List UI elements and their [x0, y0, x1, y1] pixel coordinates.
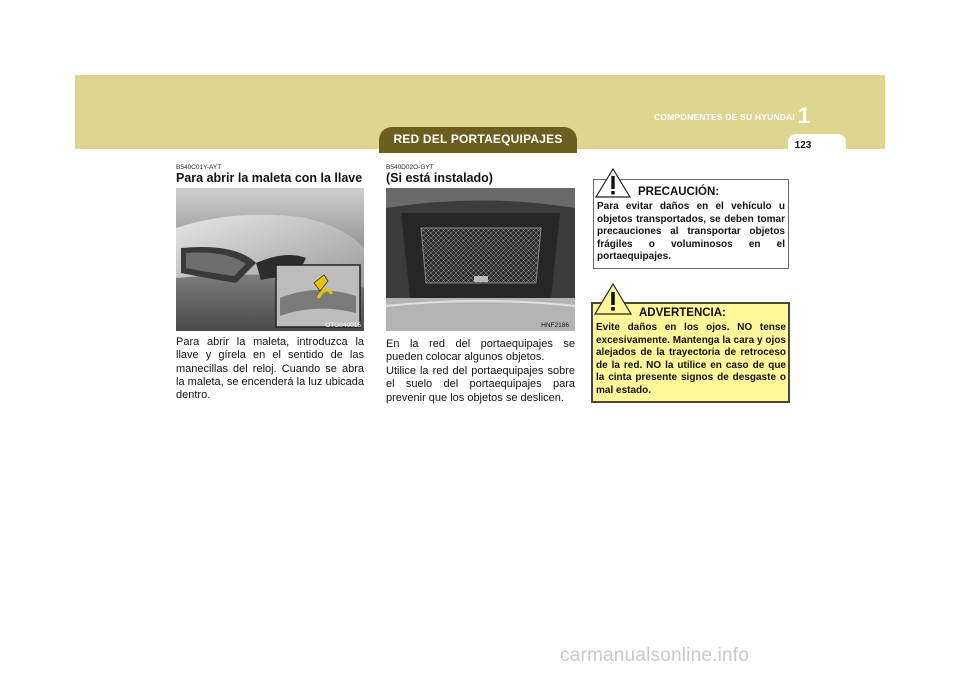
- middle-section-code: B540D02O-GYT: [386, 164, 434, 171]
- warning-text: Evite daños en los ojos. NO tense excesivamente. Mantenga la cara y ojos alejados de la trayectoria de retroceso de la red. NO la utilice en caso de que la cinta presente signos de desgaste o mal estado.: [596, 322, 786, 396]
- middle-body-2: Utilice la red del portaequipajes sobre el suelo del portaequipajes para prevenir que los objetos se deslicen.: [386, 365, 575, 404]
- page-number: 123: [794, 140, 812, 151]
- chapter-number: 1: [798, 103, 811, 128]
- watermark: carmanualsonline.info: [560, 645, 750, 666]
- left-section-code: B540C01Y-AYT: [176, 164, 222, 171]
- warning-triangle-icon: [594, 283, 632, 315]
- left-heading: Para abrir la maleta con la llave: [176, 171, 363, 185]
- section-title: RED DEL PORTAEQUIPAJES: [393, 132, 563, 146]
- middle-image-code: HNF2186: [541, 322, 569, 329]
- cargo-net-photo: [386, 188, 575, 331]
- chapter-title: COMPONENTES DE SU HYUNDAI: [653, 112, 795, 122]
- left-body: Para abrir la maleta, introduzca la llave y gírela en el sentido de las manecillas del reloj. Cuando se abra la maleta, se encenderá la luz ubicada dentro.: [176, 336, 364, 402]
- warning-title: ADVERTENCIA:: [639, 307, 726, 319]
- middle-body-1: En la red del portaequipajes se pueden colocar algunos objetos.: [386, 338, 575, 364]
- caution-title: PRECAUCIÓN:: [638, 186, 720, 198]
- caution-text: Para evitar daños en el vehículo u objetos transportados, se deben tomar precauciones al transportar objetos frágiles o voluminosos en el portaequipajes.: [597, 201, 785, 262]
- left-image-code: OTG040015: [325, 322, 361, 329]
- trunk-net-illustration: [386, 188, 575, 331]
- car-rear-illustration: [176, 188, 364, 331]
- middle-heading: (Si está instalado): [386, 171, 493, 185]
- caution-triangle-icon: [595, 168, 631, 198]
- trunk-key-photo: [176, 188, 364, 331]
